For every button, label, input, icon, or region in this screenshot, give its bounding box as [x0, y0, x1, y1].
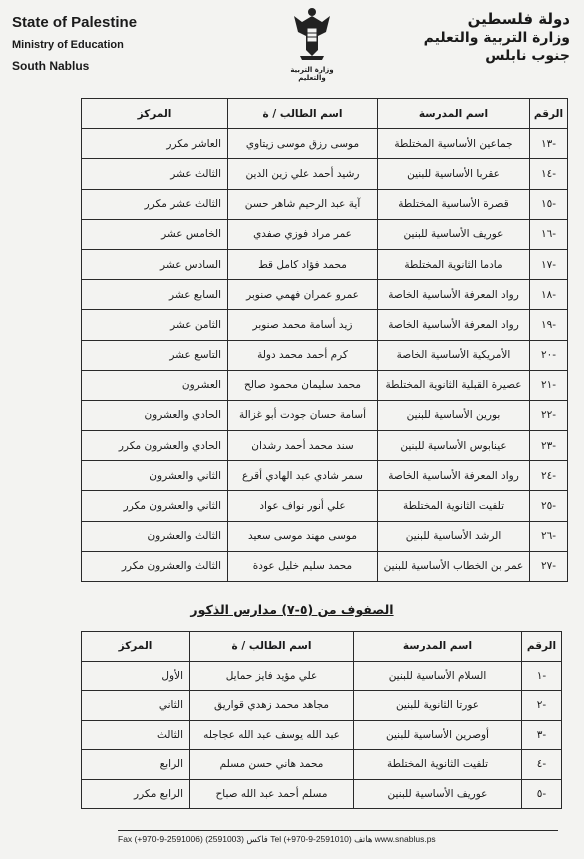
table-row	[82, 431, 568, 461]
row-number: -١٥	[530, 189, 568, 219]
table-row	[82, 661, 562, 691]
rank-center: الثالث عشر مكرر	[82, 189, 228, 219]
student-name: محمد فؤاد كامل قط	[228, 249, 378, 279]
table-row	[82, 129, 568, 159]
directorate-name-en: South Nablus	[12, 59, 90, 73]
rank-center: الحادي والعشرون	[82, 400, 228, 430]
table-row	[82, 779, 562, 809]
school-name: عمر بن الخطاب الأساسية للبنين	[378, 551, 530, 581]
school-name: عوريف الأساسية للبنين	[354, 779, 522, 809]
student-name: عمرو عمران فهمي صنوبر	[228, 280, 378, 310]
rank-center: الثالث	[82, 720, 190, 750]
student-name: محمد هاني حسن مسلم	[190, 750, 354, 780]
emblem-caption: وزارة التربية والتعليم	[290, 66, 334, 82]
school-name: تلفيت الثانوية المختلطة	[378, 491, 530, 521]
rank-center: الثالث عشر	[82, 159, 228, 189]
col-header-num: الرقم	[530, 99, 568, 129]
student-name: سند محمد أحمد رشدان	[228, 431, 378, 461]
rank-center: الثاني والعشرون مكرر	[82, 491, 228, 521]
rank-center: السابع عشر	[82, 280, 228, 310]
row-number: -١٩	[530, 310, 568, 340]
school-name: عوريف الأساسية للبنين	[378, 219, 530, 249]
rank-center: الثاني	[82, 691, 190, 721]
table-header-row	[82, 99, 568, 129]
rank-center: الثاني والعشرون	[82, 461, 228, 491]
row-number: -١٧	[530, 249, 568, 279]
student-name: كرم أحمد محمد دولة	[228, 340, 378, 370]
rank-center: العشرون	[82, 370, 228, 400]
row-number: -٥	[522, 779, 562, 809]
rank-center: الثالث والعشرون	[82, 521, 228, 551]
table-row	[82, 461, 568, 491]
student-name: عبد الله يوسف عبد الله عجاجله	[190, 720, 354, 750]
row-number: -١٦	[530, 219, 568, 249]
results-table-2	[81, 631, 562, 809]
student-name: محمد سليمان محمود صالح	[228, 370, 378, 400]
col-header-school: اسم المدرسة	[378, 99, 530, 129]
table-header-row	[82, 632, 562, 662]
row-number: -٢	[522, 691, 562, 721]
school-name: الرشد الأساسية للبنين	[378, 521, 530, 551]
table-row	[82, 310, 568, 340]
student-name: رشيد أحمد علي زين الدين	[228, 159, 378, 189]
rank-center: الأول	[82, 661, 190, 691]
student-name: مسلم أحمد عبد الله صباح	[190, 779, 354, 809]
rank-center: السادس عشر	[82, 249, 228, 279]
row-number: -٢٠	[530, 340, 568, 370]
row-number: -٢٧	[530, 551, 568, 581]
student-name: موسى رزق موسى زيتاوي	[228, 129, 378, 159]
row-number: -١٤	[530, 159, 568, 189]
row-number: -٢٤	[530, 461, 568, 491]
school-name: السلام الأساسية للبنين	[354, 661, 522, 691]
rank-center: الرابع مكرر	[82, 779, 190, 809]
rank-center: الثالث والعشرون مكرر	[82, 551, 228, 581]
table-row	[82, 280, 568, 310]
col-header-student: اسم الطالب / ة	[228, 99, 378, 129]
school-name: الأمريكية الأساسية الخاصة	[378, 340, 530, 370]
col-header-num: الرقم	[522, 632, 562, 662]
school-name: قصرة الأساسية المختلطة	[378, 189, 530, 219]
header-english	[12, 14, 137, 73]
col-header-school: اسم المدرسة	[354, 632, 522, 662]
student-name: سمر شادي عبد الهادي أقرع	[228, 461, 378, 491]
row-number: -٢٢	[530, 400, 568, 430]
school-name: رواد المعرفة الأساسية الخاصة	[378, 280, 530, 310]
student-name: محمد سليم خليل عودة	[228, 551, 378, 581]
row-number: -٢١	[530, 370, 568, 400]
student-name: علي مؤيد فايز حمايل	[190, 661, 354, 691]
results-table-1	[81, 98, 568, 582]
rank-center: التاسع عشر	[82, 340, 228, 370]
row-number: -٤	[522, 750, 562, 780]
rank-center: الحادي والعشرون مكرر	[82, 431, 228, 461]
rank-center: الرابع	[82, 750, 190, 780]
student-name: عمر مراد فوزي صفدي	[228, 219, 378, 249]
col-header-center: المركز	[82, 632, 190, 662]
table-row	[82, 491, 568, 521]
col-header-center: المركز	[82, 99, 228, 129]
school-name: عقربا الأساسية للبنين	[378, 159, 530, 189]
school-name: أوصرين الأساسية للبنين	[354, 720, 522, 750]
rank-center: الخامس عشر	[82, 219, 228, 249]
row-number: -١٣	[530, 129, 568, 159]
header-arabic	[424, 10, 570, 64]
section-title-grades-5-7: الصفوف من (٥-٧) مدارس الذكور	[190, 602, 394, 617]
row-number: -٢٦	[530, 521, 568, 551]
rank-center: الثامن عشر	[82, 310, 228, 340]
student-name: آية عبد الرحيم شاهر حسن	[228, 189, 378, 219]
table-row	[82, 400, 568, 430]
row-number: -٢٥	[530, 491, 568, 521]
palestine-emblem	[286, 6, 338, 86]
school-name: عينابوس الأساسية للبنين	[378, 431, 530, 461]
row-number: -٢٣	[530, 431, 568, 461]
row-number: -١	[522, 661, 562, 691]
school-name: مادما الثانوية المختلطة	[378, 249, 530, 279]
directorate-name-ar: جنوب نابلس	[485, 48, 570, 64]
col-header-student: اسم الطالب / ة	[190, 632, 354, 662]
ministry-name-en: Ministry of Education	[12, 39, 124, 51]
student-name: أسامة حسان جودت أبو غزالة	[228, 400, 378, 430]
school-name: جماعين الأساسية المختلطة	[378, 129, 530, 159]
table-row	[82, 159, 568, 189]
table-row	[82, 521, 568, 551]
state-name-en: State of Palestine	[12, 14, 138, 31]
rank-center: العاشر مكرر	[82, 129, 228, 159]
table-row	[82, 750, 562, 780]
footer-contact: Fax (+970-9-2591006) فاكس (2591003) Tel (+970-9-2591010) هاتف www.snablus.ps	[118, 830, 558, 845]
state-name-ar: دولة فلسطين	[467, 10, 570, 28]
table-row	[82, 551, 568, 581]
table-row	[82, 219, 568, 249]
student-name: علي أنور نواف عواد	[228, 491, 378, 521]
school-name: رواد المعرفة الأساسية الخاصة	[378, 461, 530, 491]
table-row	[82, 691, 562, 721]
school-name: عصيرة القبلية الثانوية المختلطة	[378, 370, 530, 400]
table-row	[82, 189, 568, 219]
school-name: بورين الأساسية للبنين	[378, 400, 530, 430]
school-name: عورتا الثانوية للبنين	[354, 691, 522, 721]
table-row	[82, 370, 568, 400]
row-number: -١٨	[530, 280, 568, 310]
eagle-emblem-icon	[292, 6, 332, 64]
student-name: زيد أسامة محمد صنوبر	[228, 310, 378, 340]
student-name: مجاهد محمد زهدي قواريق	[190, 691, 354, 721]
ministry-name-ar: وزارة التربية والتعليم	[423, 30, 570, 46]
school-name: رواد المعرفة الأساسية الخاصة	[378, 310, 530, 340]
student-name: موسى مهند موسى سعيد	[228, 521, 378, 551]
table-row	[82, 720, 562, 750]
row-number: -٣	[522, 720, 562, 750]
school-name: تلفيت الثانوية المختلطة	[354, 750, 522, 780]
table-row	[82, 340, 568, 370]
table-row	[82, 249, 568, 279]
